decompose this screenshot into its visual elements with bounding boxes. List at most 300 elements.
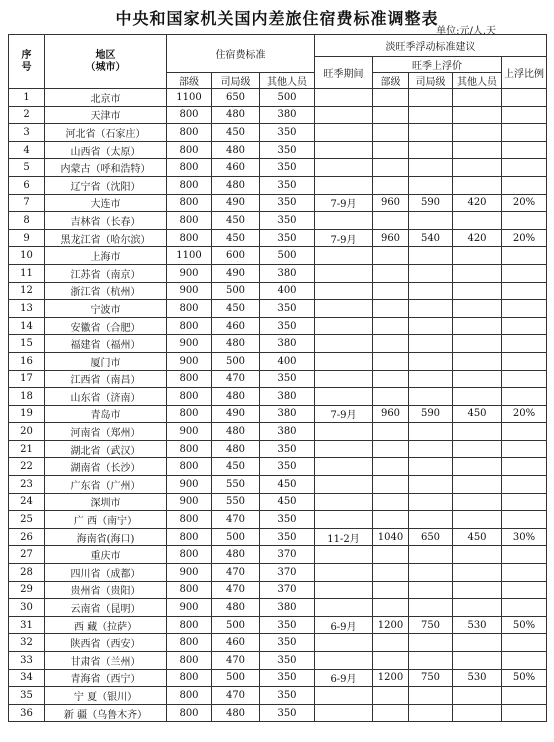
cell-peak-minister — [373, 106, 409, 124]
cell-std-other: 350 — [260, 652, 315, 670]
cell-float-ratio: 50% — [502, 669, 547, 687]
cell-peak-minister — [373, 476, 409, 494]
cell-peak-other — [453, 352, 502, 370]
cell-peak-other — [453, 687, 502, 705]
cell-std-bureau: 480 — [212, 176, 260, 194]
cell-region: 广 西（南宁） — [45, 511, 167, 529]
cell-index: 12 — [9, 282, 45, 300]
cell-peak-bureau: 750 — [409, 616, 453, 634]
cell-float-ratio — [502, 352, 547, 370]
cell-region: 贵州省（贵阳） — [45, 581, 167, 599]
cell-peak-other — [453, 440, 502, 458]
cell-std-bureau: 480 — [212, 141, 260, 159]
cell-std-bureau: 480 — [212, 546, 260, 564]
cell-index: 7 — [9, 194, 45, 212]
table-row — [9, 335, 547, 353]
cell-region: 天津市 — [45, 106, 167, 124]
cell-region: 深圳市 — [45, 493, 167, 511]
cell-peak-period — [315, 124, 373, 142]
cell-index: 21 — [9, 440, 45, 458]
table-row — [9, 247, 547, 265]
cell-peak-other — [453, 388, 502, 406]
cell-peak-minister — [373, 634, 409, 652]
cell-peak-other — [453, 652, 502, 670]
cell-std-bureau: 480 — [212, 335, 260, 353]
cell-std-other: 380 — [260, 106, 315, 124]
cell-peak-bureau — [409, 282, 453, 300]
cell-peak-other — [453, 493, 502, 511]
cell-std-bureau: 480 — [212, 599, 260, 617]
cell-region: 河北省（石家庄） — [45, 124, 167, 142]
cell-peak-other — [453, 89, 502, 107]
cell-peak-bureau: 590 — [409, 194, 453, 212]
table-row — [9, 194, 547, 212]
cell-index: 2 — [9, 106, 45, 124]
cell-peak-bureau — [409, 493, 453, 511]
cell-peak-bureau — [409, 159, 453, 177]
table-row — [9, 124, 547, 142]
cell-region: 北京市 — [45, 89, 167, 107]
cell-peak-minister — [373, 687, 409, 705]
cell-region: 青海省（西宁） — [45, 669, 167, 687]
cell-peak-bureau — [409, 564, 453, 582]
cell-peak-bureau — [409, 124, 453, 142]
cell-region: 海南省(海口) — [45, 528, 167, 546]
cell-std-minister: 800 — [167, 581, 212, 599]
cell-peak-minister — [373, 247, 409, 265]
cell-index: 13 — [9, 300, 45, 318]
cell-float-ratio — [502, 282, 547, 300]
cell-peak-minister — [373, 264, 409, 282]
table-row — [9, 176, 547, 194]
cell-peak-minister — [373, 704, 409, 722]
cell-std-other: 380 — [260, 264, 315, 282]
page-title: 中央和国家机关国内差旅住宿费标准调整表 — [115, 9, 439, 28]
cell-peak-period — [315, 388, 373, 406]
header-region: 地区 （城市） — [45, 35, 167, 89]
cell-std-other: 500 — [260, 247, 315, 265]
cell-index: 24 — [9, 493, 45, 511]
cell-std-other: 380 — [260, 599, 315, 617]
unit-label: 单位:元/人.天 — [436, 26, 496, 37]
cell-std-other: 450 — [260, 476, 315, 494]
cell-region: 内蒙古（呼和浩特） — [45, 159, 167, 177]
cell-peak-period — [315, 300, 373, 318]
table-row — [9, 317, 547, 335]
cell-peak-bureau — [409, 546, 453, 564]
cell-peak-minister — [373, 370, 409, 388]
cell-region: 江西省（南昌） — [45, 370, 167, 388]
cell-std-other: 370 — [260, 546, 315, 564]
cell-peak-period — [315, 440, 373, 458]
cell-region: 厦门市 — [45, 352, 167, 370]
cell-std-minister: 800 — [167, 106, 212, 124]
cell-peak-period — [315, 212, 373, 230]
cell-peak-period — [315, 141, 373, 159]
cell-peak-other — [453, 370, 502, 388]
cell-index: 18 — [9, 388, 45, 406]
cell-std-other: 350 — [260, 194, 315, 212]
cell-peak-period — [315, 493, 373, 511]
cell-std-minister: 800 — [167, 546, 212, 564]
cell-peak-period: 7-9月 — [315, 405, 373, 423]
cell-std-minister: 800 — [167, 634, 212, 652]
cell-std-other: 350 — [260, 212, 315, 230]
table-row — [9, 493, 547, 511]
cell-std-bureau: 480 — [212, 388, 260, 406]
cell-region: 黑龙江省（哈尔滨） — [45, 229, 167, 247]
cell-peak-other — [453, 564, 502, 582]
cell-std-other: 350 — [260, 141, 315, 159]
cell-peak-period — [315, 511, 373, 529]
cell-float-ratio — [502, 247, 547, 265]
cell-peak-other — [453, 264, 502, 282]
table-row — [9, 704, 547, 722]
cell-std-minister: 800 — [167, 194, 212, 212]
cell-std-other: 370 — [260, 581, 315, 599]
cell-peak-minister — [373, 599, 409, 617]
cell-region: 青岛市 — [45, 405, 167, 423]
cell-peak-period — [315, 704, 373, 722]
cell-peak-other — [453, 634, 502, 652]
cell-index: 36 — [9, 704, 45, 722]
cell-index: 35 — [9, 687, 45, 705]
cell-float-ratio — [502, 652, 547, 670]
cell-std-other: 350 — [260, 317, 315, 335]
cell-float-ratio — [502, 388, 547, 406]
cell-peak-minister: 1200 — [373, 616, 409, 634]
cell-peak-bureau — [409, 511, 453, 529]
cell-peak-other: 530 — [453, 616, 502, 634]
cell-float-ratio — [502, 317, 547, 335]
cell-peak-bureau — [409, 652, 453, 670]
cell-float-ratio — [502, 440, 547, 458]
cell-index: 9 — [9, 229, 45, 247]
cell-float-ratio — [502, 634, 547, 652]
cell-std-bureau: 450 — [212, 300, 260, 318]
cell-std-other: 380 — [260, 335, 315, 353]
cell-index: 17 — [9, 370, 45, 388]
cell-region: 宁波市 — [45, 300, 167, 318]
cell-peak-minister — [373, 176, 409, 194]
cell-peak-minister — [373, 141, 409, 159]
cell-peak-bureau — [409, 247, 453, 265]
cell-std-bureau: 480 — [212, 106, 260, 124]
cell-std-bureau: 480 — [212, 440, 260, 458]
table-row — [9, 405, 547, 423]
cell-float-ratio — [502, 106, 547, 124]
cell-std-minister: 800 — [167, 687, 212, 705]
cell-peak-bureau — [409, 106, 453, 124]
cell-std-bureau: 460 — [212, 634, 260, 652]
cell-peak-other: 450 — [453, 405, 502, 423]
cell-std-other: 380 — [260, 388, 315, 406]
cell-peak-period — [315, 564, 373, 582]
cell-region: 浙江省（杭州） — [45, 282, 167, 300]
cell-std-minister: 800 — [167, 704, 212, 722]
cell-std-other: 370 — [260, 564, 315, 582]
cell-peak-bureau — [409, 634, 453, 652]
table-row — [9, 370, 547, 388]
table-row — [9, 300, 547, 318]
cell-peak-bureau — [409, 458, 453, 476]
cell-std-other: 380 — [260, 405, 315, 423]
header-seasonal-float: 淡旺季浮动标准建议 — [315, 35, 547, 57]
cell-std-minister: 800 — [167, 528, 212, 546]
cell-peak-other — [453, 124, 502, 142]
cell-index: 6 — [9, 176, 45, 194]
cell-peak-other — [453, 212, 502, 230]
header-peak-bureau: 司局级 — [409, 73, 453, 89]
header-std-bureau: 司局级 — [212, 73, 260, 89]
cell-peak-other — [453, 704, 502, 722]
cell-peak-other — [453, 317, 502, 335]
cell-index: 1 — [9, 89, 45, 107]
cell-peak-period — [315, 247, 373, 265]
cell-index: 19 — [9, 405, 45, 423]
cell-std-minister: 1100 — [167, 247, 212, 265]
table-row — [9, 159, 547, 177]
cell-peak-period — [315, 89, 373, 107]
cell-std-minister: 800 — [167, 300, 212, 318]
cell-std-bureau: 450 — [212, 229, 260, 247]
cell-peak-bureau — [409, 599, 453, 617]
cell-peak-minister: 1040 — [373, 528, 409, 546]
cell-float-ratio — [502, 476, 547, 494]
cell-index: 30 — [9, 599, 45, 617]
cell-std-bureau: 470 — [212, 652, 260, 670]
cell-float-ratio — [502, 176, 547, 194]
cell-index: 23 — [9, 476, 45, 494]
cell-std-minister: 800 — [167, 229, 212, 247]
cell-region: 山西省（太原） — [45, 141, 167, 159]
cell-std-minister: 800 — [167, 440, 212, 458]
cell-peak-minister — [373, 493, 409, 511]
cell-std-other: 350 — [260, 300, 315, 318]
header-std-minister: 部级 — [167, 73, 212, 89]
cell-std-other: 500 — [260, 89, 315, 107]
cell-float-ratio — [502, 141, 547, 159]
cell-peak-bureau — [409, 352, 453, 370]
table-row — [9, 599, 547, 617]
cell-std-bureau: 460 — [212, 159, 260, 177]
cell-region: 河南省（郑州） — [45, 423, 167, 441]
cell-std-minister: 800 — [167, 511, 212, 529]
cell-peak-bureau: 750 — [409, 669, 453, 687]
cell-peak-period — [315, 546, 373, 564]
cell-peak-other — [453, 300, 502, 318]
cell-std-other: 400 — [260, 282, 315, 300]
cell-peak-bureau — [409, 141, 453, 159]
cell-peak-other — [453, 159, 502, 177]
table-row — [9, 616, 547, 634]
cell-region: 大连市 — [45, 194, 167, 212]
header-float-ratio: 上浮比例 — [502, 57, 547, 89]
cell-region: 新 疆（乌鲁木齐） — [45, 704, 167, 722]
cell-peak-period — [315, 176, 373, 194]
cell-peak-minister: 960 — [373, 405, 409, 423]
cell-peak-minister — [373, 317, 409, 335]
cell-std-minister: 800 — [167, 405, 212, 423]
cell-peak-minister: 960 — [373, 194, 409, 212]
cell-std-other: 350 — [260, 229, 315, 247]
cell-peak-period — [315, 352, 373, 370]
table-row — [9, 264, 547, 282]
cell-std-bureau: 500 — [212, 528, 260, 546]
cell-peak-minister — [373, 511, 409, 529]
cell-std-bureau: 480 — [212, 423, 260, 441]
table-row — [9, 634, 547, 652]
cell-peak-period — [315, 264, 373, 282]
cell-std-bureau: 450 — [212, 124, 260, 142]
cell-std-other: 350 — [260, 669, 315, 687]
cell-float-ratio: 20% — [502, 229, 547, 247]
cell-index: 32 — [9, 634, 45, 652]
cell-std-minister: 900 — [167, 264, 212, 282]
cell-peak-minister — [373, 423, 409, 441]
cell-std-minister: 800 — [167, 388, 212, 406]
cell-std-bureau: 550 — [212, 476, 260, 494]
cell-index: 8 — [9, 212, 45, 230]
table-row — [9, 528, 547, 546]
cell-peak-bureau — [409, 89, 453, 107]
header-peak-other: 其他人员 — [453, 73, 502, 89]
cell-std-other: 350 — [260, 687, 315, 705]
cell-std-other: 380 — [260, 423, 315, 441]
cell-std-bureau: 650 — [212, 89, 260, 107]
cell-std-minister: 900 — [167, 352, 212, 370]
table-row — [9, 388, 547, 406]
cell-peak-minister — [373, 212, 409, 230]
cell-region: 云南省（昆明） — [45, 599, 167, 617]
cell-std-bureau: 500 — [212, 669, 260, 687]
cell-index: 34 — [9, 669, 45, 687]
cell-peak-minister — [373, 652, 409, 670]
header-peak-minister: 部级 — [373, 73, 409, 89]
header-std-other: 其他人员 — [260, 73, 315, 89]
cell-peak-other — [453, 581, 502, 599]
cell-peak-minister: 960 — [373, 229, 409, 247]
cell-std-other: 350 — [260, 458, 315, 476]
table-row — [9, 440, 547, 458]
cell-peak-minister — [373, 458, 409, 476]
cell-peak-period — [315, 159, 373, 177]
table-row — [9, 141, 547, 159]
cell-index: 25 — [9, 511, 45, 529]
cell-peak-bureau — [409, 388, 453, 406]
cell-peak-minister — [373, 89, 409, 107]
table-body — [9, 89, 547, 722]
cell-std-minister: 800 — [167, 370, 212, 388]
cell-peak-bureau — [409, 335, 453, 353]
cell-peak-period: 7-9月 — [315, 229, 373, 247]
cell-index: 16 — [9, 352, 45, 370]
cell-peak-minister — [373, 159, 409, 177]
cell-peak-other — [453, 106, 502, 124]
cell-peak-period — [315, 652, 373, 670]
table-row — [9, 652, 547, 670]
cell-std-minister: 900 — [167, 564, 212, 582]
cell-peak-bureau — [409, 476, 453, 494]
cell-peak-bureau — [409, 687, 453, 705]
cell-region: 山东省（济南） — [45, 388, 167, 406]
cell-index: 29 — [9, 581, 45, 599]
cell-float-ratio: 20% — [502, 405, 547, 423]
cell-region: 湖北省（武汉） — [45, 440, 167, 458]
cell-region: 安徽省（合肥） — [45, 317, 167, 335]
cell-peak-bureau — [409, 212, 453, 230]
cell-std-bureau: 500 — [212, 616, 260, 634]
cell-peak-minister — [373, 335, 409, 353]
cell-float-ratio — [502, 493, 547, 511]
cell-peak-bureau — [409, 704, 453, 722]
cell-std-minister: 900 — [167, 476, 212, 494]
cell-std-other: 400 — [260, 352, 315, 370]
cell-std-minister: 800 — [167, 669, 212, 687]
cell-peak-bureau: 590 — [409, 405, 453, 423]
cell-peak-period: 6-9月 — [315, 669, 373, 687]
cell-float-ratio — [502, 687, 547, 705]
cell-float-ratio — [502, 599, 547, 617]
cell-peak-bureau — [409, 176, 453, 194]
table-row — [9, 458, 547, 476]
cell-peak-period: 11-2月 — [315, 528, 373, 546]
cell-peak-bureau — [409, 423, 453, 441]
table-row — [9, 229, 547, 247]
cell-float-ratio — [502, 159, 547, 177]
cell-region: 四川省（成都） — [45, 564, 167, 582]
cell-peak-period: 7-9月 — [315, 194, 373, 212]
cell-std-minister: 800 — [167, 616, 212, 634]
cell-std-bureau: 460 — [212, 317, 260, 335]
cell-peak-minister — [373, 388, 409, 406]
cell-std-bureau: 450 — [212, 458, 260, 476]
cell-peak-other — [453, 282, 502, 300]
cell-peak-other: 530 — [453, 669, 502, 687]
cell-peak-minister — [373, 352, 409, 370]
cell-std-bureau: 470 — [212, 564, 260, 582]
cell-std-other: 350 — [260, 511, 315, 529]
cell-peak-period — [315, 106, 373, 124]
cell-std-other: 350 — [260, 440, 315, 458]
cell-region: 上海市 — [45, 247, 167, 265]
cell-peak-bureau: 540 — [409, 229, 453, 247]
cell-std-bureau: 450 — [212, 212, 260, 230]
cell-peak-period — [315, 317, 373, 335]
standards-table — [8, 34, 547, 722]
cell-region: 广东省（广州） — [45, 476, 167, 494]
cell-region: 甘肃省（兰州） — [45, 652, 167, 670]
cell-float-ratio — [502, 212, 547, 230]
cell-index: 26 — [9, 528, 45, 546]
cell-index: 33 — [9, 652, 45, 670]
cell-region: 宁 夏（银川） — [45, 687, 167, 705]
header-index: 序 号 — [9, 35, 45, 89]
cell-peak-period — [315, 634, 373, 652]
cell-peak-other — [453, 511, 502, 529]
cell-std-minister: 800 — [167, 141, 212, 159]
cell-peak-bureau — [409, 300, 453, 318]
cell-peak-bureau — [409, 440, 453, 458]
cell-peak-other — [453, 546, 502, 564]
cell-peak-other: 450 — [453, 528, 502, 546]
cell-region: 湖南省（长沙） — [45, 458, 167, 476]
cell-index: 4 — [9, 141, 45, 159]
cell-peak-minister — [373, 581, 409, 599]
cell-region: 陕西省（西安） — [45, 634, 167, 652]
cell-peak-minister — [373, 300, 409, 318]
cell-std-bureau: 480 — [212, 704, 260, 722]
